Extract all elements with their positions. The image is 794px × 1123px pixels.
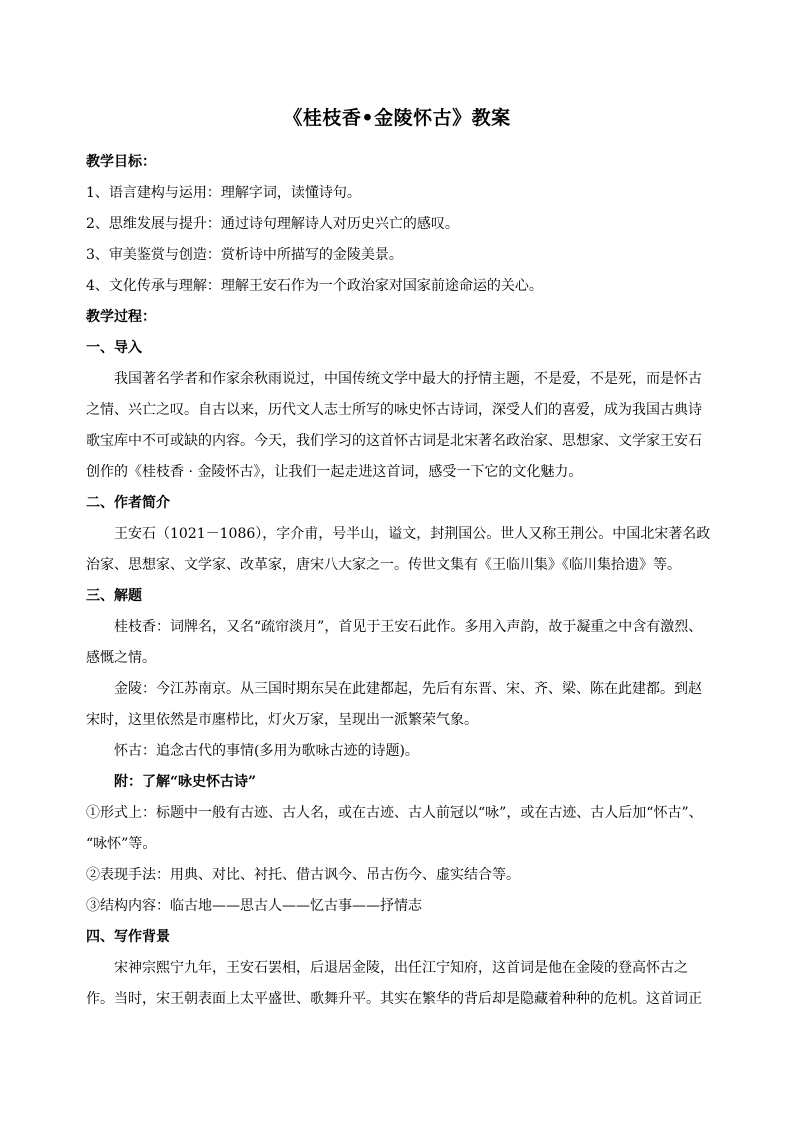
paragraph-line: 宋时，这里依然是市廛栉比，灯火万家，呈现出一派繁荣气象。 <box>86 712 478 728</box>
paragraph-line: ③结构内容：临古地——思古人——忆古事——抒情志 <box>86 898 422 914</box>
paragraph-line: 怀古：追念古代的事情(多用为歌咏古迹的诗题)。 <box>114 743 419 759</box>
section-heading-author: 二、作者简介 <box>86 495 170 511</box>
paragraph-line: 感慨之情。 <box>86 650 156 666</box>
paragraph-line: 金陵：今江苏南京。从三国时期东吴在此建都起，先后有东晋、宋、齐、梁、陈在此建都。到赵 <box>114 681 702 697</box>
section-heading-objectives: 教学目标： <box>86 154 156 170</box>
document-body <box>86 147 710 1015</box>
paragraph-line: 创作的《桂枝香 · 金陵怀古》，让我们一起走进这首词，感受一下它的文化魅力。 <box>86 464 583 480</box>
objective-item-3: 3、审美鉴赏与创造：赏析诗中所描写的金陵美景。 <box>86 247 403 263</box>
paragraph-line: 之情、兴亡之叹。自古以来，历代文人志士所写的咏史怀古诗词，深受人们的喜爱，成为我国古典诗 <box>86 402 702 418</box>
objective-item-4: 4、文化传承与理解：理解王安石作为一个政治家对国家前途命运的关心。 <box>86 278 543 294</box>
paragraph-line: “咏怀”等。 <box>86 836 157 852</box>
paragraph-line: ②表现手法：用典、对比、衬托、借古讽今、吊古伤今、虚实结合等。 <box>86 867 520 883</box>
paragraph-line: 王安石（1021－1086），字介甫，号半山，谥文，封荆国公。世人又称王荆公。中国北宋著名政 <box>114 526 711 542</box>
paragraph-line: 治家、思想家、文学家、改革家，唐宋八大家之一。传世文集有《王临川集》《临川集拾遗》等。 <box>86 557 681 573</box>
paragraph-line: 歌宝库中不可或缺的内容。今天，我们学习的这首怀古词是北宋著名政治家、思想家、文学家王安石 <box>86 433 702 449</box>
section-heading-process: 教学过程： <box>86 309 156 325</box>
section-heading-intro: 一、导入 <box>86 340 142 356</box>
objective-item-2: 2、思维发展与提升：通过诗句理解诗人对历史兴亡的感叹。 <box>86 216 459 232</box>
paragraph-line: 桂枝香：词牌名，又名“疏帘淡月”，首见于王安石此作。多用入声韵，故于凝重之中含有激烈、 <box>114 619 703 635</box>
section-heading-background: 四、写作背景 <box>86 929 170 945</box>
paragraph-line: ①形式上：标题中一般有古迹、古人名，或在古迹、古人前冠以“咏”，或在古迹、古人后加“怀古”、 <box>86 805 703 821</box>
appendix-heading: 附：了解“咏史怀古诗” <box>114 774 257 790</box>
section-heading-title-explain: 三、解题 <box>86 588 142 604</box>
document-title: 《桂枝香•金陵怀古》教案 <box>283 107 511 129</box>
paragraph-line: 我国著名学者和作家余秋雨说过，中国传统文学中最大的抒情主题，不是爱，不是死，而是怀古 <box>114 371 702 387</box>
paragraph-line: 宋神宗熙宁九年，王安石罢相，后退居金陵，出任江宁知府，这首词是他在金陵的登高怀古之 <box>114 960 688 976</box>
objective-item-1: 1、语言建构与运用：理解字词，读懂诗句。 <box>86 185 361 201</box>
paragraph-line: 作。当时，宋王朝表面上太平盛世、歌舞升平。其实在繁华的背后却是隐藏着种种的危机。这首词正 <box>86 991 702 1007</box>
